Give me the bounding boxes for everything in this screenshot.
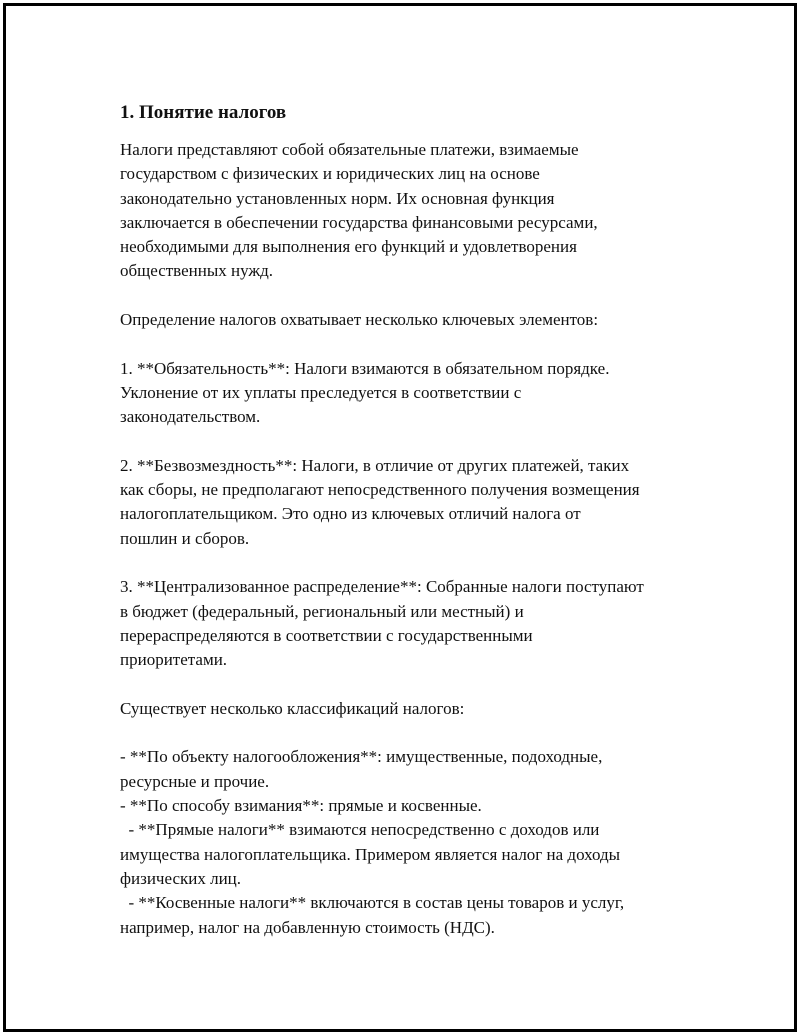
element-centralized: 3. **Централизованное распределение**: Собранные налоги поступают в бюджет (федеральный, региональный или местный) и перераспределяются в соответствии с государственными приоритетами. [120, 577, 644, 670]
paragraph-gap [120, 721, 700, 745]
classification-list: - **По объекту налогообложения**: имущественные, подоходные, ресурсные и прочие. - **По способу взимания**: прямые и косвенные. - **Прямые налоги** взимаются непосредственно с доходов или имущества налогоплательщика. Примером является налог на доходы физических лиц. - **Косвенные налоги** включаются в состав цены товаров и услуг, например, налог на добавленную стоимость (НДС). [120, 747, 625, 937]
paragraph-gap [120, 332, 700, 356]
paragraph-gap [120, 430, 700, 454]
page-frame [3, 3, 797, 1032]
paragraph-gap [120, 551, 700, 575]
classification-intro: Существует несколько классификаций налогов: [120, 698, 465, 718]
element-gratuitous: 2. **Безвозмездность**: Налоги, в отличие от других платежей, таких как сборы, не предполагают непосредственного получения возмещения налогоплательщиком. Это одно из ключевых отличий налога от пошлин и сборов. [120, 455, 640, 548]
document-body [120, 95, 700, 940]
element-obligatory: 1. **Обязательность**: Налоги взимаются в обязательном порядке. Уклонение от их уплаты преследуется в соответствии с законодательством. [120, 358, 610, 427]
intro-paragraph: Налоги представляют собой обязательные платежи, взимаемые государством с физических и юридических лиц на основе законодательно установленных норм. Их основная функция заключается в обеспечении государства финансовыми ресурсами, необходимыми для выполнения его функций и удовлетворения общественных нужд. [120, 140, 598, 281]
paragraph-gap [120, 673, 700, 697]
document-title: 1. Понятие налогов [120, 102, 287, 123]
definition-intro: Определение налогов охватывает несколько ключевых элементов: [120, 310, 599, 330]
paragraph-gap [120, 284, 700, 308]
